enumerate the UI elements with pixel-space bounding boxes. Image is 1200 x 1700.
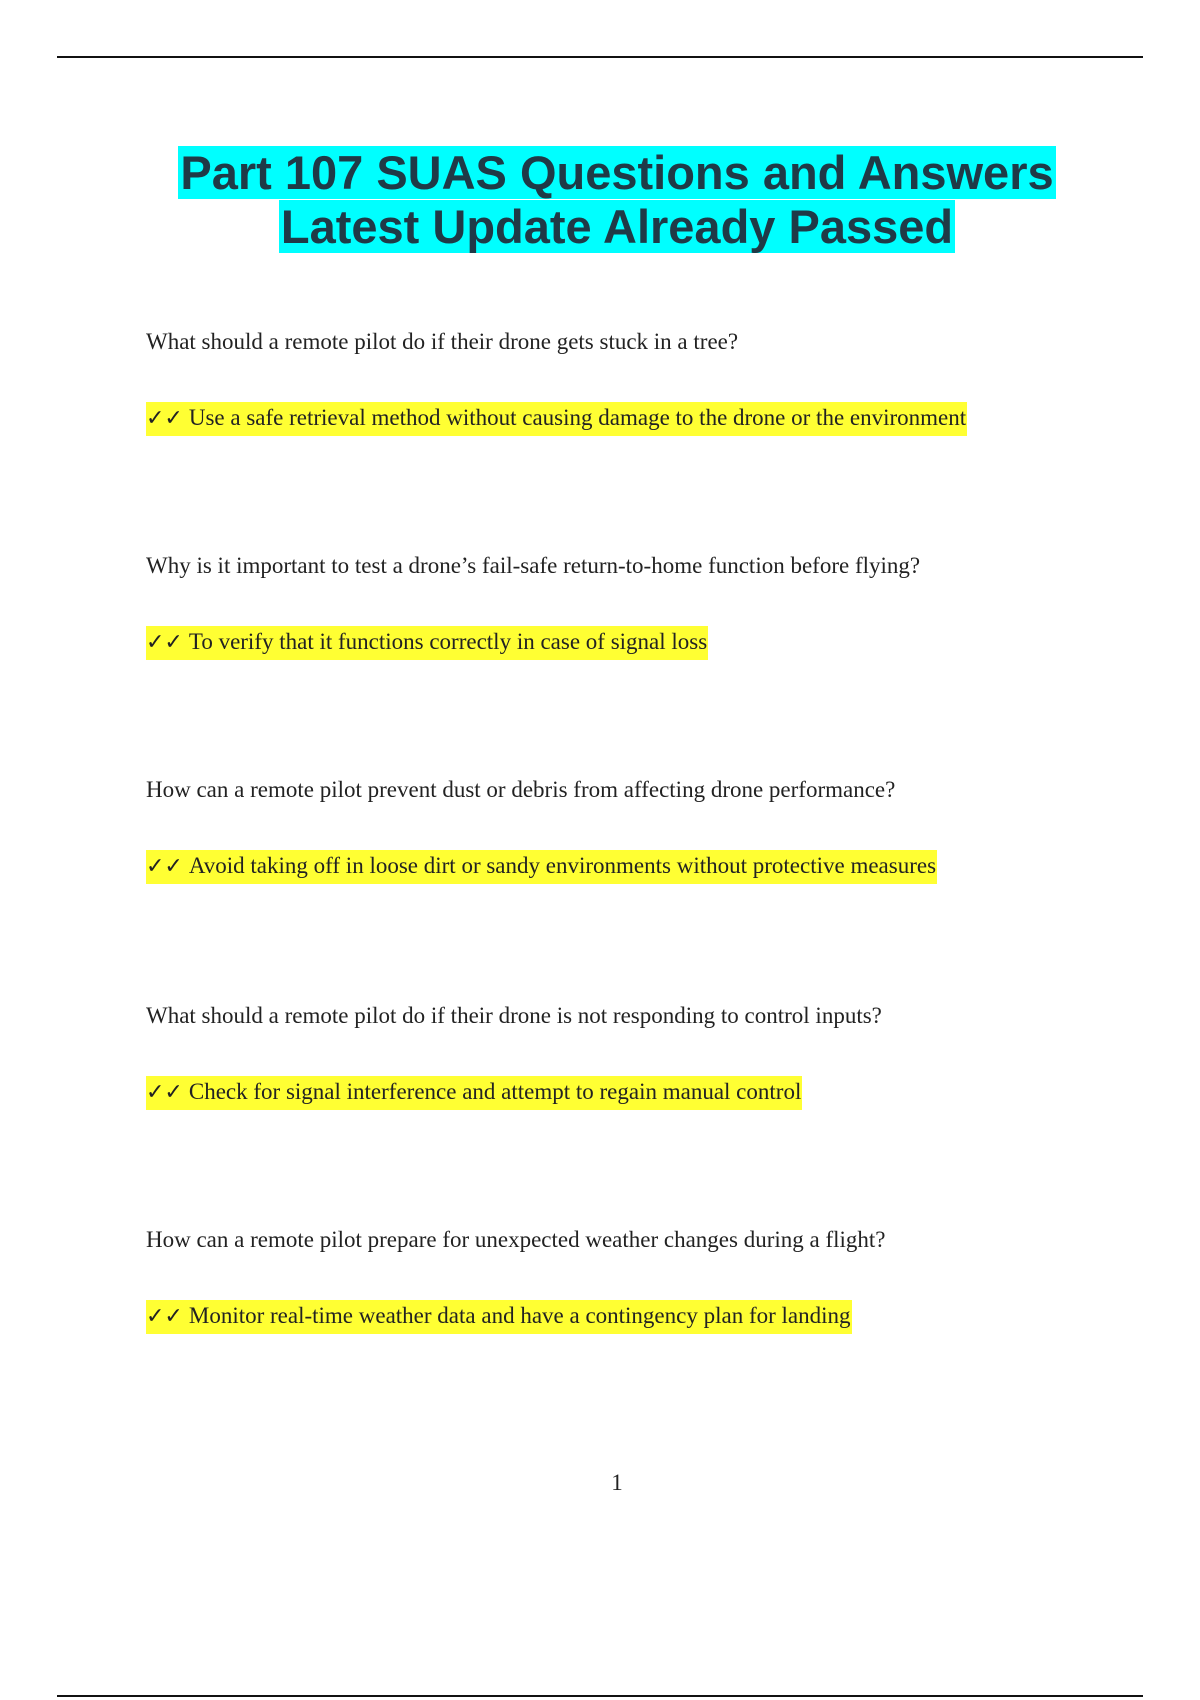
- answer-text-2: To verify that it functions correctly in case of signal loss: [188, 629, 708, 654]
- question-2: Why is it important to test a drone’s fail-safe return-to-home function before flying?: [146, 553, 921, 578]
- document-title: [0, 146, 1200, 254]
- answer-text-5: Monitor real-time weather data and have a contingency plan for landing: [188, 1303, 851, 1328]
- answer-1: [146, 402, 967, 436]
- answer-2: [146, 626, 708, 660]
- answer-text-4: Check for signal interference and attempt to regain manual control: [188, 1079, 802, 1104]
- question-5: How can a remote pilot prepare for unexpected weather changes during a flight?: [146, 1227, 886, 1252]
- question-1: What should a remote pilot do if their drone gets stuck in a tree?: [146, 329, 739, 354]
- page-number: 1: [611, 1470, 623, 1495]
- top-rule: [57, 56, 1143, 58]
- title-line-1: Part 107 SUAS Questions and Answers: [180, 146, 1054, 199]
- double-check-icon: ✓✓: [146, 1080, 183, 1105]
- title-line-2: Latest Update Already Passed: [280, 200, 954, 253]
- bottom-rule: [57, 1695, 1143, 1697]
- answer-text-3: Avoid taking off in loose dirt or sandy environments without protective measures: [188, 853, 937, 878]
- question-4: What should a remote pilot do if their drone is not responding to control inputs?: [146, 1003, 882, 1028]
- answer-text-1: Use a safe retrieval method without causing damage to the drone or the environment: [188, 405, 967, 430]
- question-3: How can a remote pilot prevent dust or debris from affecting drone performance?: [146, 777, 896, 802]
- double-check-icon: ✓✓: [146, 1304, 183, 1329]
- answer-3: [146, 850, 937, 884]
- answer-4: [146, 1076, 802, 1110]
- double-check-icon: ✓✓: [146, 406, 183, 431]
- answer-5: [146, 1300, 852, 1334]
- double-check-icon: ✓✓: [146, 854, 183, 879]
- double-check-icon: ✓✓: [146, 630, 183, 655]
